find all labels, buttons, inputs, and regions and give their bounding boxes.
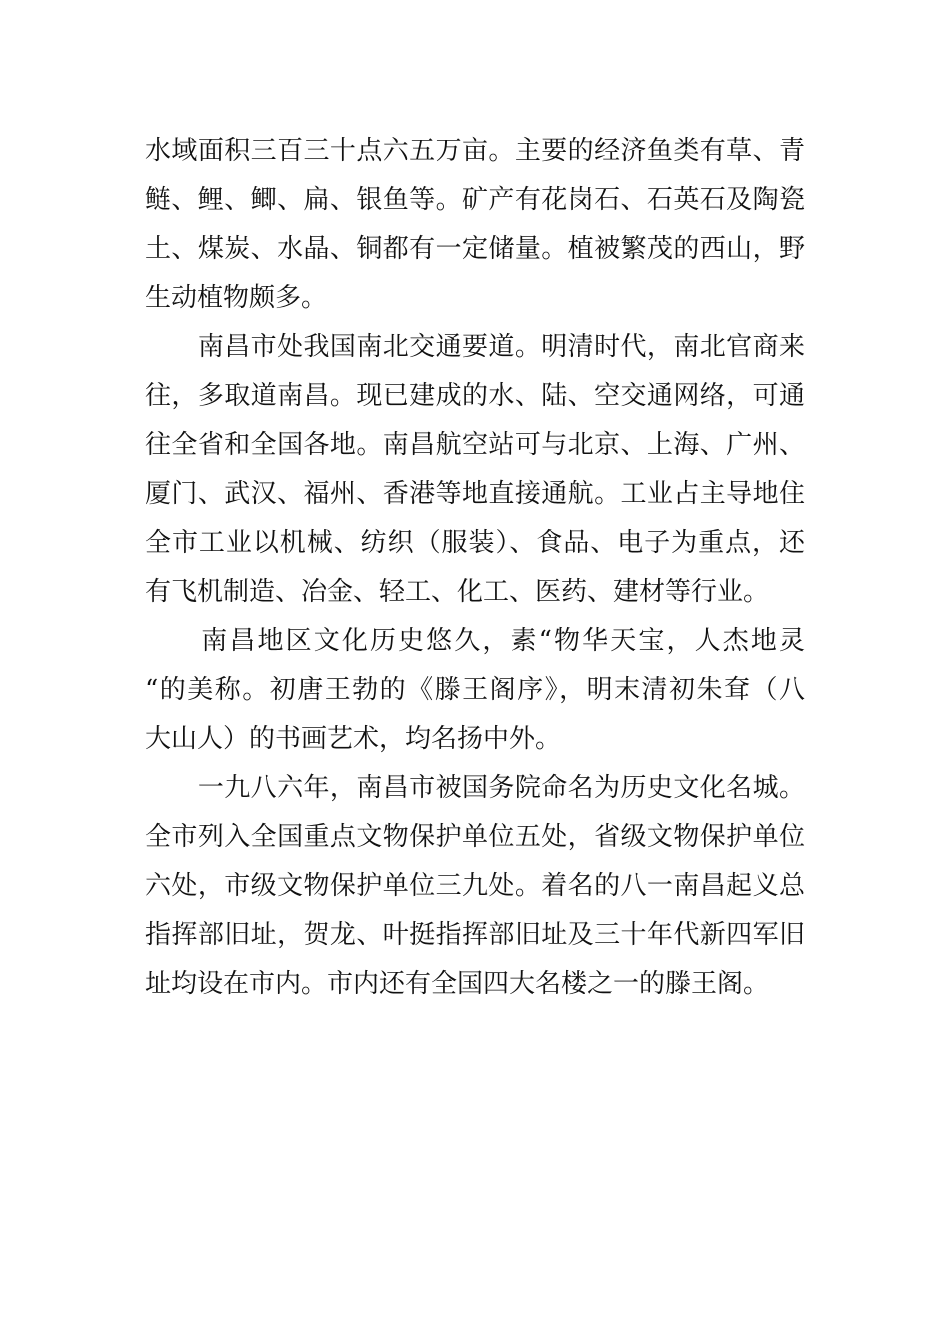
text-line: 大山人）的书画艺术，均名扬中外。 <box>145 724 562 754</box>
text-line: 指挥部旧址，贺龙、叶挺指挥部旧址及三十年代新四军旧 <box>145 920 805 950</box>
text-line: 往，多取道南昌。现已建成的水、陆、空交通网络，可通 <box>145 381 805 411</box>
text-line: 一九八六年，南昌市被国务院命名为历史文化名城。 <box>145 773 805 803</box>
text-line: 址均设在市内。市内还有全国四大名楼之一的滕王阁。 <box>145 969 770 999</box>
text-line: 厦门、武汉、福州、香港等地直接通航。工业占主导地住 <box>145 479 805 509</box>
text-line: 六处，市级文物保护单位三九处。着名的八一南昌起义总 <box>145 871 805 901</box>
text-line: 生动植物颇多。 <box>145 283 328 313</box>
text-line: 全市工业以机械、纺织（服装）、食品、电子为重点，还 <box>145 528 805 558</box>
text-line: 南昌地区文化历史悠久，素“物华天宝，人杰地灵 <box>145 626 805 656</box>
text-line: 南昌市处我国南北交通要道。明清时代，南北官商来 <box>145 332 805 362</box>
text-line: 有飞机制造、冶金、轻工、化工、医药、建材等行业。 <box>145 577 770 607</box>
text-line: “的美称。初唐王勃的《滕王阁序》，明末清初朱耷（八 <box>145 675 805 705</box>
paragraph-water-minerals <box>145 127 805 323</box>
paragraph-transport-industry <box>145 323 805 617</box>
paragraph-heritage-sites <box>145 764 805 1009</box>
text-line: 鲢、鲤、鲫、扁、银鱼等。矿产有花岗石、石英石及陶瓷 <box>145 185 805 215</box>
text-line: 全市列入全国重点文物保护单位五处，省级文物保护单位 <box>145 822 805 852</box>
text-line: 水域面积三百三十点六五万亩。主要的经济鱼类有草、青 <box>145 136 805 166</box>
text-line: 往全省和全国各地。南昌航空站可与北京、上海、广州、 <box>145 430 805 460</box>
body-text <box>145 127 805 1009</box>
text-line: 土、煤炭、水晶、铜都有一定储量。植被繁茂的西山，野 <box>145 234 805 264</box>
paragraph-culture-history <box>145 617 805 764</box>
